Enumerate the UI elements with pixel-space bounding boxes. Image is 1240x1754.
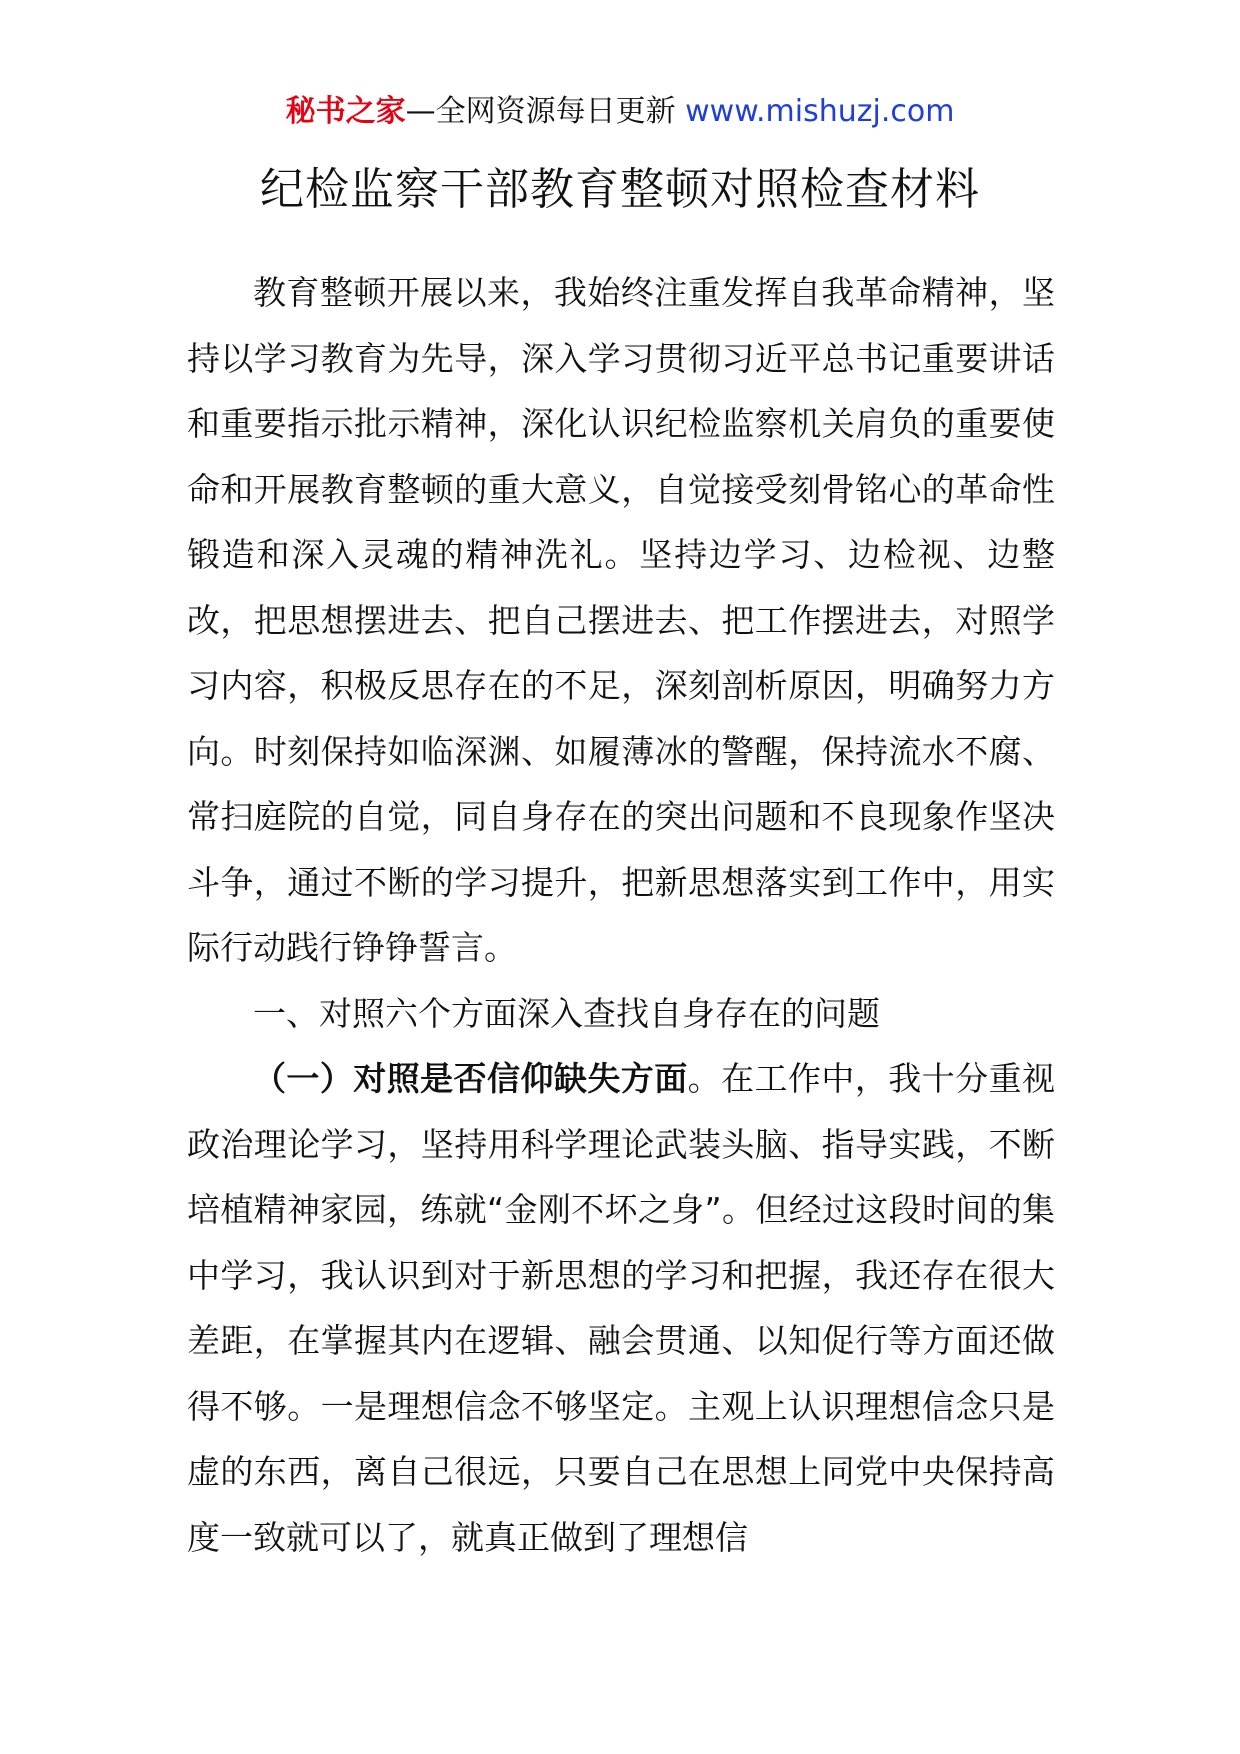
document-body [187,260,1055,1570]
intro-paragraph: 教育整顿开展以来，我始终注重发挥自我革命精神，坚持以学习教育为先导，深入学习贯彻习近平总书记重要讲话和重要指示批示精神，深化认识纪检监察机关肩负的重要使命和开展教育整顿的重大意义，自觉接受刻骨铭心的革命性锻造和深入灵魂的精神洗礼。坚持边学习、边检视、边整改，把思想摆进去、把自己摆进去、把工作摆进去，对照学习内容，积极反思存在的不足，深刻剖析原因，明确努力方向。时刻保持如临深渊、如履薄冰的警醒，保持流水不腐、常扫庭院的自觉，同自身存在的突出问题和不良现象作坚决斗争，通过不断的学习提升，把新思想落实到工作中，用实际行动践行铮铮誓言。 [187,273,1055,967]
subsection-text: 。在工作中，我十分重视政治理论学习，坚持用科学理论武装头脑、指导实践，不断培植精神家园，练就“金刚不坏之身”。但经过这段时间的集中学习，我认识到对于新思想的学习和把握，我还存在很大差距，在掌握其内在逻辑、融会贯通、以知促行等方面还做得不够。一是理想信念不够坚定。主观上认识理想信念只是虚的东西，离自己很远，只要自己在思想上同党中央保持高度一致就可以了，就真正做到了理想信 [187,1059,1056,1557]
section-heading: 一、对照六个方面深入查找自身存在的问题 [253,993,880,1033]
subsection-heading: （一）对照是否信仰缺失方面 [253,1059,688,1098]
brand-name: 秘书之家 [285,94,406,129]
watermark-header [0,92,1240,132]
website-url[interactable]: www.mishuzj.com [685,94,955,129]
header-tagline: —全网资源每日更新 [405,94,676,129]
document-title: 纪检监察干部教育整顿对照检查材料 [260,164,980,215]
subsection-paragraph [187,1046,1055,1570]
